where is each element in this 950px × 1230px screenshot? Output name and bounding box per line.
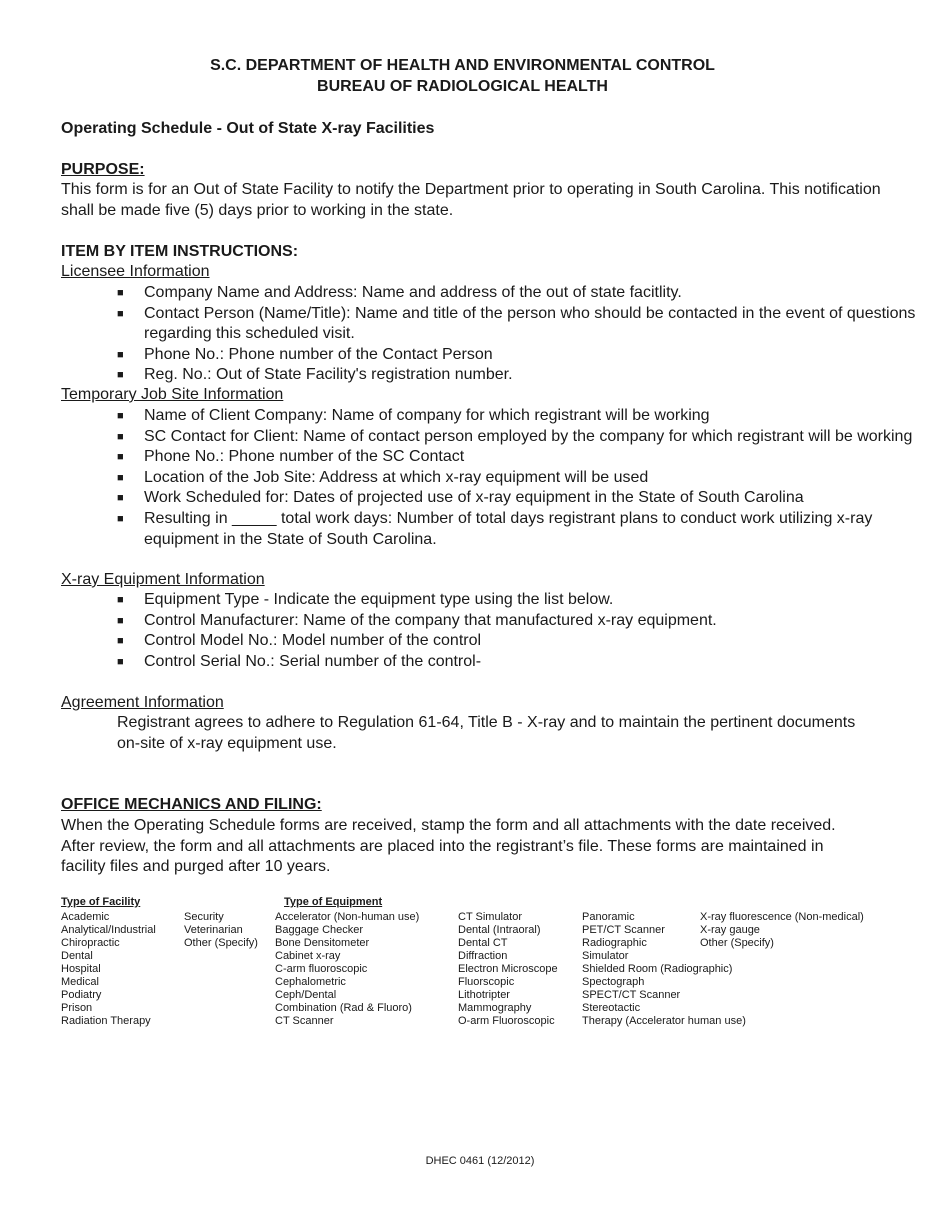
list-item: ■ Equipment Type - Indicate the equipment type using the list below. <box>117 590 917 611</box>
agency-name: S.C. DEPARTMENT OF HEALTH AND ENVIRONMENTAL CONTROL <box>210 57 715 74</box>
list-item: Prison <box>61 1002 93 1014</box>
list-item: ■ Work Scheduled for: Dates of projected use of x-ray equipment in the State of South Carolina <box>117 488 917 509</box>
bullet-icon: ■ <box>117 287 124 299</box>
bullet-icon: ■ <box>117 635 124 648</box>
list-item: Chiropractic <box>61 937 120 949</box>
equipment-type-list-2 <box>458 911 558 1028</box>
list-item: Dental (Intraoral) <box>458 924 541 936</box>
list-item: Stereotactic <box>582 1002 641 1014</box>
instructions-heading: ITEM BY ITEM INSTRUCTIONS: <box>61 243 299 260</box>
list-item: Spectograph <box>582 976 645 988</box>
list-item: Diffraction <box>458 950 508 962</box>
list-item: Other (Specify) <box>700 937 774 949</box>
facility-type-heading: Type of Facility <box>61 896 141 908</box>
list-item: X-ray fluorescence (Non-medical) <box>700 911 864 923</box>
list-item: SPECT/CT Scanner <box>582 989 681 1001</box>
form-number: DHEC 0461 (12/2012) <box>425 1155 535 1167</box>
equipment-section-title: X-ray Equipment Information <box>61 571 265 588</box>
list-item: Therapy (Accelerator human use) <box>582 1015 746 1027</box>
agreement-section-title: Agreement Information <box>61 694 224 711</box>
list-item: Fluorscopic <box>458 976 515 988</box>
bullet-icon: ■ <box>117 614 124 627</box>
list-item: CT Scanner <box>275 1015 334 1027</box>
list-item: ■ Phone No.: Phone number of the Contact Person <box>117 345 917 366</box>
list-item: Electron Microscope <box>458 963 558 975</box>
list-item: Mammography <box>458 1002 532 1014</box>
list-item: Shielded Room (Radiographic) <box>582 963 733 975</box>
bullet-icon: ■ <box>117 369 124 382</box>
bureau-name: BUREAU OF RADIOLOGICAL HEALTH <box>317 78 608 95</box>
facility-type-list-1 <box>61 911 156 1028</box>
list-item: Dental CT <box>458 937 508 949</box>
list-item: Veterinarian <box>184 924 243 936</box>
bullet-icon: ■ <box>117 492 124 505</box>
list-item: Lithotripter <box>458 989 510 1001</box>
equipment-type-list-1 <box>275 911 419 1028</box>
list-item: ■ Company Name and Address: Name and address of the out of state facitlity. <box>117 283 917 304</box>
list-item: Academic <box>61 911 110 923</box>
facility-type-list-2 <box>184 911 258 950</box>
job-site-section-title: Temporary Job Site Information <box>61 386 284 403</box>
list-item: Simulator <box>582 950 629 962</box>
list-item: Security <box>184 911 224 923</box>
list-item: Cabinet x-ray <box>275 950 341 962</box>
bullet-icon: ■ <box>117 410 124 422</box>
bullet-icon: ■ <box>117 512 124 525</box>
bullet-icon: ■ <box>117 655 124 668</box>
list-item: ■ Control Manufacturer: Name of the company that manufactured x-ray equipment. <box>117 611 917 632</box>
licensee-section-title: Licensee Information <box>61 263 210 280</box>
form-title: Operating Schedule - Out of State X-ray Facilities <box>61 120 435 137</box>
purpose-text: This form is for an Out of State Facility to notify the Department prior to operating in South Carolina. This notification shall be made five (5) days prior to working in the state. <box>61 181 881 219</box>
list-item: Analytical/Industrial <box>61 924 156 936</box>
job-site-list <box>117 406 917 550</box>
bullet-icon: ■ <box>117 307 124 320</box>
bullet-icon: ■ <box>117 451 124 464</box>
list-item: Other (Specify) <box>184 937 258 949</box>
list-item: Cephalometric <box>275 976 346 988</box>
list-item: Radiation Therapy <box>61 1015 151 1027</box>
bullet-icon: ■ <box>117 594 124 606</box>
office-text: When the Operating Schedule forms are received, stamp the form and all attachments with the date received. After review, the form and all attachments are placed into the registrant’s file. These forms are maintained in facility files and purged after 10 years. <box>61 817 836 876</box>
list-item: Dental <box>61 950 93 962</box>
list-item: PET/CT Scanner <box>582 924 665 936</box>
purpose-heading: PURPOSE: <box>61 161 145 178</box>
list-item: O-arm Fluoroscopic <box>458 1015 555 1027</box>
list-item: Baggage Checker <box>275 924 364 936</box>
list-item: Accelerator (Non-human use) <box>275 911 420 923</box>
equipment-type-list-4 <box>700 911 864 950</box>
list-item: ■ Reg. No.: Out of State Facility's registration number. <box>117 365 917 386</box>
list-item: X-ray gauge <box>700 924 760 936</box>
bullet-icon: ■ <box>117 471 124 484</box>
agreement-text: Registrant agrees to adhere to Regulation 61-64, Title B - X-ray and to maintain the pertinent documents on-site of x-ray equipment use. <box>117 714 856 752</box>
list-item: ■ Name of Client Company: Name of company for which registrant will be working <box>117 406 917 427</box>
equipment-type-heading: Type of Equipment <box>284 896 383 908</box>
list-item: ■ Control Serial No.: Serial number of the control- <box>117 652 917 673</box>
list-item: Bone Densitometer <box>275 937 370 949</box>
list-item: Hospital <box>61 963 101 975</box>
list-item: Medical <box>61 976 99 988</box>
list-item: ■ Contact Person (Name/Title): Name and title of the person who should be contacted in the event of questions regarding this scheduled visit. <box>117 304 916 343</box>
office-heading: OFFICE MECHANICS AND FILING: <box>61 796 322 813</box>
list-item: CT Simulator <box>458 911 522 923</box>
list-item: ■ SC Contact for Client: Name of contact person employed by the company for which registrant will be working <box>117 427 917 448</box>
list-item: C-arm fluoroscopic <box>275 963 368 975</box>
list-item: Combination (Rad & Fluoro) <box>275 1002 412 1014</box>
bullet-icon: ■ <box>117 348 124 361</box>
list-item: ■ Control Model No.: Model number of the control <box>117 631 917 652</box>
list-item: ■ Location of the Job Site: Address at which x-ray equipment will be used <box>117 468 917 489</box>
equipment-list <box>117 590 917 672</box>
bullet-icon: ■ <box>117 430 124 443</box>
list-item: Panoramic <box>582 911 635 923</box>
licensee-list <box>117 283 917 386</box>
list-item: ■ Phone No.: Phone number of the SC Contact <box>117 447 917 468</box>
list-item: ■ Resulting in _____ total work days: Number of total days registrant plans to conduct work utilizing x-ray equipment in the State of South Carolina. <box>117 509 873 548</box>
list-item: Ceph/Dental <box>275 989 337 1001</box>
list-item: Radiographic <box>582 937 647 949</box>
list-item: Podiatry <box>61 989 102 1001</box>
